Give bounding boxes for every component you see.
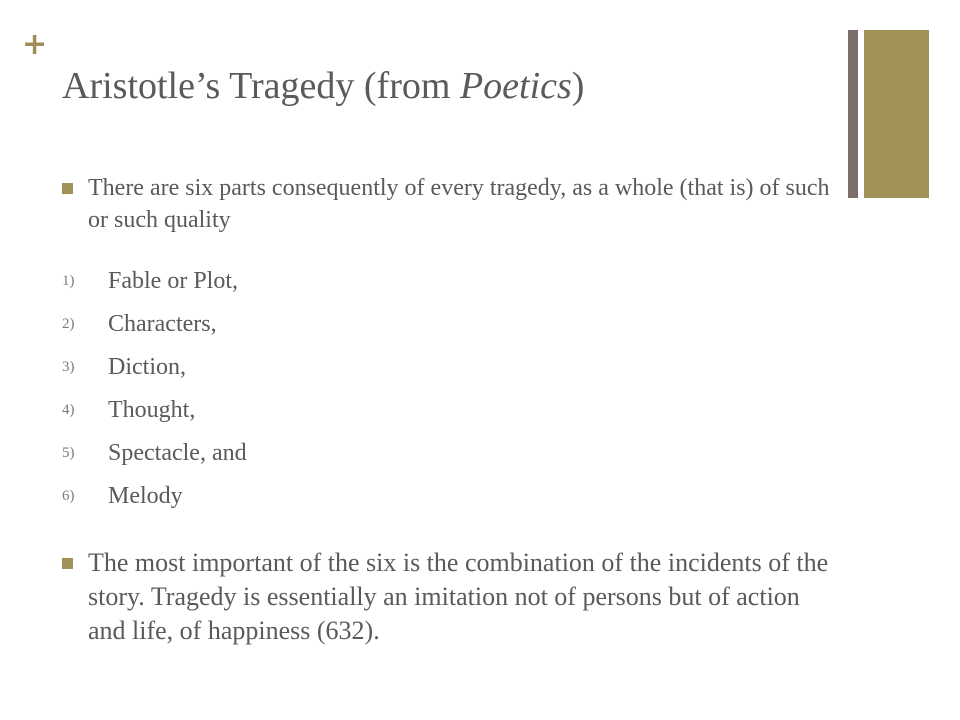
title-end: ) [571, 65, 585, 107]
list-number: 6) [62, 488, 75, 504]
list-number: 1) [62, 273, 75, 289]
square-bullet-icon [62, 183, 73, 194]
title-italic: Poetics [459, 65, 572, 107]
slide-title [62, 62, 584, 110]
decorative-bar-wide [864, 30, 929, 198]
plus-icon: + [22, 27, 48, 62]
decorative-bar-thin [848, 30, 858, 198]
bullet-six-parts [62, 172, 832, 236]
list-number: 4) [62, 402, 75, 418]
square-bullet-icon [62, 558, 73, 569]
list-item-label: Characters, [108, 311, 217, 337]
title-main: Aristotle’s Tragedy (from [62, 65, 460, 107]
list-item-label: Fable or Plot, [108, 268, 238, 294]
list-number: 3) [62, 359, 75, 375]
list-item-label: Diction, [108, 354, 186, 380]
list-number: 5) [62, 445, 75, 461]
list-item-label: Thought, [108, 397, 196, 423]
list-number: 2) [62, 316, 75, 332]
bullet-most-important [62, 546, 832, 648]
bullet-text: There are six parts consequently of every tragedy, as a whole (that is) of such or such quality [88, 175, 830, 233]
bullet-text: The most important of the six is the combination of the incidents of the story. Tragedy is essentially an imitation not of persons but of action and life, of happiness (632). [88, 548, 829, 645]
list-item-label: Melody [108, 483, 183, 509]
list-item-label: Spectacle, and [108, 440, 247, 466]
